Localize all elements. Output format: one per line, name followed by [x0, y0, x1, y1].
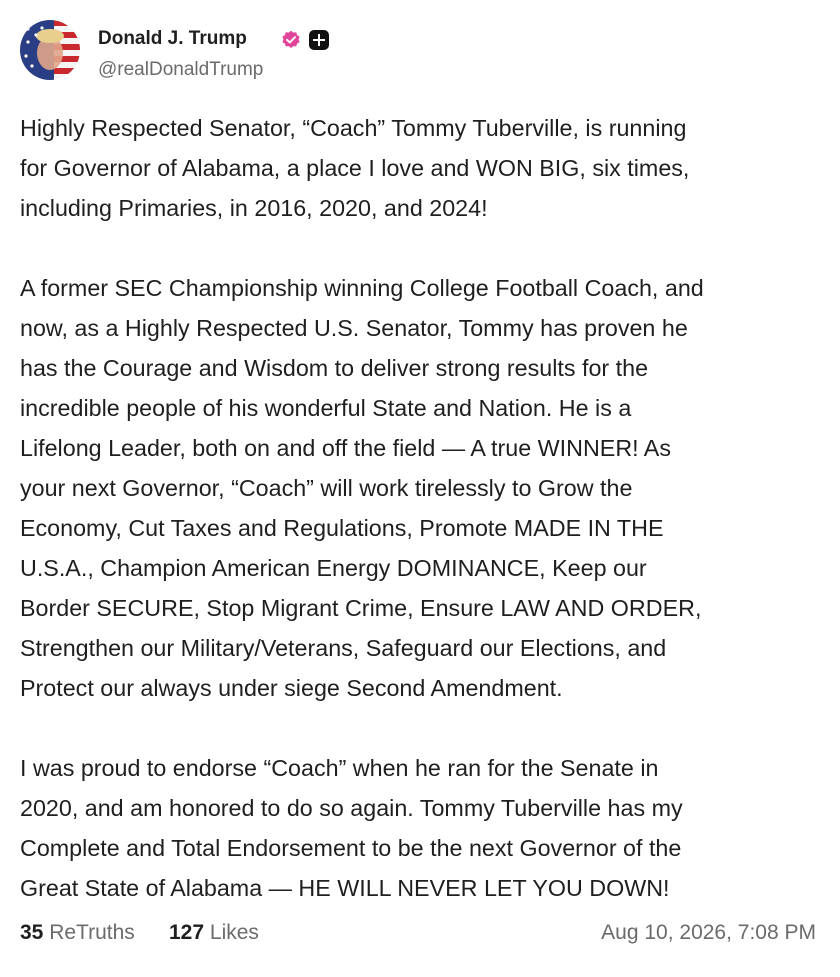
post-timestamp[interactable]: Aug 10, 2026, 7:08 PM: [601, 921, 816, 944]
post-paragraph: I was proud to endorse “Coach” when he ran for the Senate in 2020, and am honored to do so again. Tommy Tuberville has my Complete and Total Endorsement to be the next Governor of the Great State of Alabama — HE WILL NEVER LET YOU DOWN!: [20, 755, 683, 901]
display-name[interactable]: Donald J. Trump: [98, 28, 247, 49]
plus-badge-icon: [309, 30, 329, 50]
post-paragraph: A former SEC Championship winning College Football Coach, and now, as a Highly Respected U.S. Senator, Tommy has proven he has the Courage and Wisdom to deliver strong results for the incredible people of his wonderful State and Nation. He is a Lifelong Leader, both on and off the field — A true WINNER! As your next Governor, “Coach” will work tirelessly to Grow the Economy, Cut Taxes and Regulations, Promote MADE IN THE U.S.A., Champion American Energy DOMINANCE, Keep our Border SECURE, Stop Migrant Crime, Ensure LAW AND ORDER, Strengthen our Military/Veterans, Safeguard our Elections, and Protect our always under siege Second Amendment.: [20, 275, 704, 701]
post-paragraph: Highly Respected Senator, “Coach” Tommy Tuberville, is running for Governor of Alabama, a place I love and WON BIG, six times, including Primaries, in 2016, 2020, and 2024!: [20, 115, 690, 221]
retruths-label: ReTruths: [49, 921, 135, 944]
user-handle[interactable]: @realDonaldTrump: [98, 59, 264, 80]
post-header: [20, 20, 820, 84]
likes-label: Likes: [209, 921, 259, 944]
likes-stat[interactable]: [169, 921, 259, 945]
avatar[interactable]: [20, 20, 80, 80]
verified-badge-icon: [281, 30, 301, 50]
post-body: [20, 108, 820, 908]
avatar-image: [20, 20, 80, 80]
retruths-count: 35: [20, 921, 44, 944]
post-footer: [20, 921, 820, 953]
likes-count: 127: [169, 921, 205, 944]
retruths-stat[interactable]: [20, 921, 135, 945]
